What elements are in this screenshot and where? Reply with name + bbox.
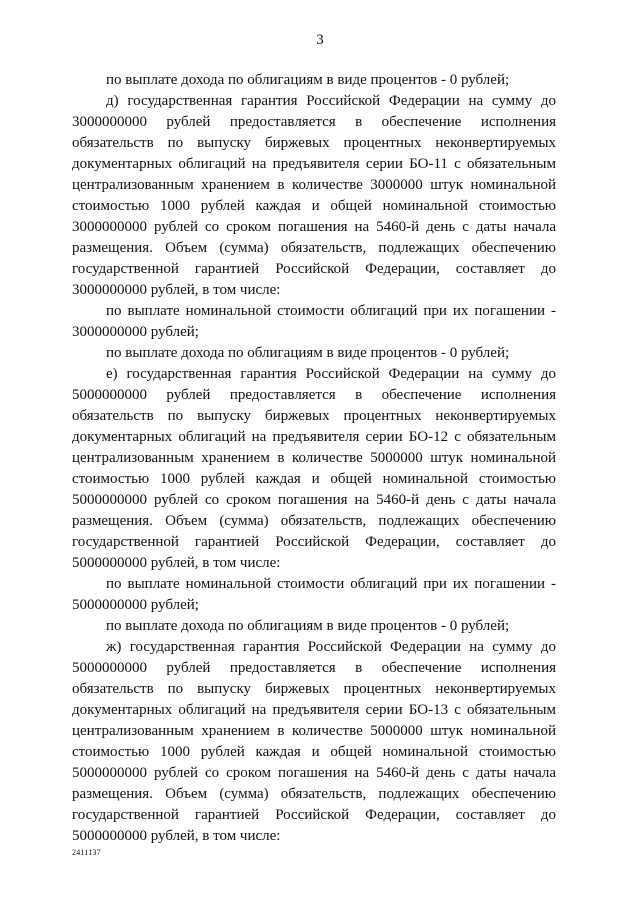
paragraph-nominal-payment-d: по выплате номинальной стоимости облигаций при их погашении - 3000000000 рублей; [72, 303, 556, 340]
paragraph-guarantee-d: д) государственная гарантия Российской Федерации на сумму до 3000000000 рублей предоставляется в обеспечение исполнения обязательств по выпуску биржевых процентных неконвертируемых документарных облигаций на предъявителя серии БО-11 с обязательным централизованным хранением в количестве 3000000 штук номинальной стоимостью 1000 рублей каждая и общей номинальной стоимостью 3000000000 рублей со сроком погашения на 5460-й день с даты начала размещения. Объем (сумма) обязательств, подлежащих обеспечению государственной гарантией Российской Федерации, составляет до 3000000000 рублей, в том числе: [72, 93, 556, 298]
paragraph-guarantee-zh: ж) государственная гарантия Российской Федерации на сумму до 5000000000 рублей предоставляется в обеспечение исполнения обязательств по выпуску биржевых процентных неконвертируемых документарных облигаций на предъявителя серии БО-13 с обязательным централизованным хранением в количестве 5000000 штук номинальной стоимостью 1000 рублей каждая и общей номинальной стоимостью 5000000000 рублей со сроком погашения на 5460-й день с даты начала размещения. Объем (сумма) обязательств, подлежащих обеспечению государственной гарантией Российской Федерации, составляет до 5000000000 рублей, в том числе: [72, 639, 556, 844]
paragraph-interest-payment-e: по выплате дохода по облигациям в виде процентов - 0 рублей; [106, 618, 510, 634]
document-code: 2411137 [72, 848, 101, 857]
paragraph-interest-payment-d: по выплате дохода по облигациям в виде процентов - 0 рублей; [106, 345, 510, 361]
page-number: 3 [316, 32, 324, 48]
paragraph-guarantee-e: е) государственная гарантия Российской Федерации на сумму до 5000000000 рублей предоставляется в обеспечение исполнения обязательств по выпуску биржевых процентных неконвертируемых документарных облигаций на предъявителя серии БО-12 с обязательным централизованным хранением в количестве 5000000 штук номинальной стоимостью 1000 рублей каждая и общей номинальной стоимостью 5000000000 рублей со сроком погашения на 5460-й день с даты начала размещения. Объем (сумма) обязательств, подлежащих обеспечению государственной гарантией Российской Федерации, составляет до 5000000000 рублей, в том числе: [72, 366, 556, 571]
paragraph-nominal-payment-e: по выплате номинальной стоимости облигаций при их погашении - 5000000000 рублей; [72, 576, 556, 613]
document-body [72, 70, 556, 847]
paragraph-interest-payment-1: по выплате дохода по облигациям в виде процентов - 0 рублей; [106, 72, 510, 88]
